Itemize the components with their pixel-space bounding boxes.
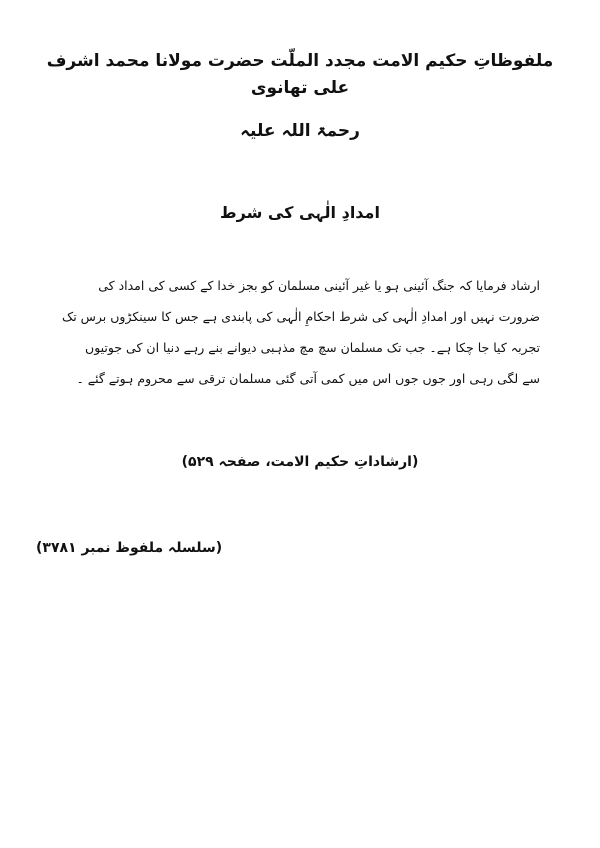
source-citation: (ارشاداتِ حکیم الامت، صفحہ ۵۲۹)	[181, 454, 419, 471]
document-title: ملفوظاتِ حکیم الامت مجدد الملّت حضرت مولانا محمد اشرف علی تھانوی	[46, 51, 554, 99]
paragraph-line: ارشاد فرمایا کہ جنگ آئینی ہو یا غیر آئینی مسلمان کو بجز خدا کے کسی کی امداد کی	[98, 278, 540, 294]
body-paragraph	[60, 270, 540, 394]
series-number: (سلسلہ ملفوظ نمبر ۳۷۸۱)	[36, 540, 223, 557]
paragraph-line: تجربہ کیا جا چکا ہے۔ جب تک مسلمان سچ مچ مذہبی دیوانے بنے رہے دنیا ان کی جوتیوں	[85, 340, 540, 356]
section-heading: امدادِ الٰہی کی شرط	[220, 203, 380, 223]
paragraph-line: ضرورت نہیں اور امدادِ الٰہی کی شرط احکامِ الٰہی کی پابندی ہے جس کا سینکڑوں برس تک	[62, 309, 540, 325]
document-subtitle: رحمۃ اللہ علیہ	[240, 121, 360, 142]
paragraph-line: سے لگی رہی اور جوں جوں اس میں کمی آتی گئی مسلمان ترقی سے محروم ہوتے گئے ۔	[76, 371, 540, 387]
series-number-block	[36, 540, 296, 556]
